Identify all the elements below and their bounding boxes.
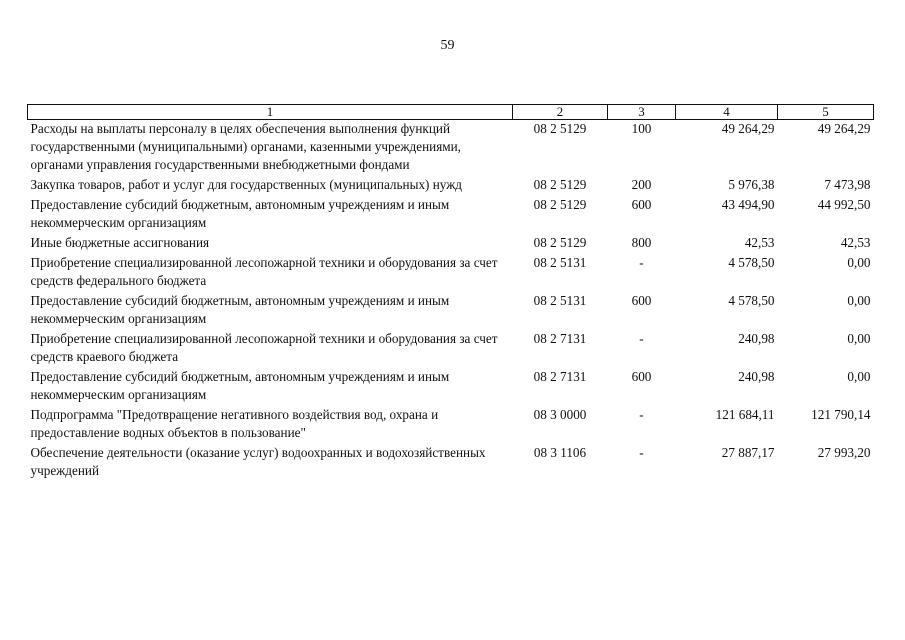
header-col-4: 4	[676, 105, 778, 120]
row-amount-col4: 121 684,11	[715, 407, 775, 422]
row-amount-col4: 4 578,50	[728, 293, 775, 308]
row-amount-col4: 5 976,38	[728, 177, 775, 192]
row-code: 08 2 7131	[533, 331, 587, 346]
table-row	[28, 254, 874, 292]
row-name: Обеспечение деятельности (оказание услуг) водоохранных и водохозяйственных учреждений	[30, 445, 486, 478]
row-code: 08 2 7131	[533, 369, 587, 384]
row-type: -	[639, 255, 644, 270]
row-amount-col4: 49 264,29	[721, 121, 775, 136]
header-col-2: 2	[513, 105, 608, 120]
header-col-5: 5	[778, 105, 874, 120]
row-name: Предоставление субсидий бюджетным, автономным учреждениям и иным некоммерческим организациям	[30, 197, 450, 230]
row-code: 08 3 0000	[533, 407, 587, 422]
row-type: -	[639, 331, 644, 346]
row-code: 08 2 5129	[533, 177, 587, 192]
row-name: Подпрограмма "Предотвращение негативного воздействия вод, охрана и предоставление водных объектов в пользование"	[30, 407, 439, 440]
table-row	[28, 234, 874, 254]
row-amount-col5: 0,00	[847, 369, 871, 384]
row-name: Иные бюджетные ассигнования	[30, 235, 210, 250]
row-code: 08 2 5129	[533, 235, 587, 250]
table-row	[28, 330, 874, 368]
row-amount-col5: 0,00	[847, 331, 871, 346]
row-type: 600	[631, 369, 652, 384]
row-name: Приобретение специализированной лесопожарной техники и оборудования за счет средств федерального бюджета	[30, 255, 498, 288]
row-code: 08 2 5131	[533, 293, 587, 308]
row-type: 600	[631, 293, 652, 308]
row-type: 100	[631, 121, 652, 136]
table-row	[28, 292, 874, 330]
row-code: 08 3 1106	[533, 445, 587, 460]
row-code: 08 2 5129	[533, 197, 587, 212]
table-row	[28, 444, 874, 482]
row-amount-col5: 0,00	[847, 293, 871, 308]
row-name: Предоставление субсидий бюджетным, автономным учреждениям и иным некоммерческим организациям	[30, 369, 450, 402]
budget-table	[27, 104, 874, 482]
row-type: -	[639, 445, 644, 460]
row-name: Закупка товаров, работ и услуг для государственных (муниципальных) нужд	[30, 177, 463, 192]
row-amount-col5: 121 790,14	[811, 407, 871, 422]
row-amount-col4: 43 494,90	[721, 197, 775, 212]
row-code: 08 2 5129	[533, 121, 587, 136]
row-name: Приобретение специализированной лесопожарной техники и оборудования за счет средств краевого бюджета	[30, 331, 498, 364]
row-amount-col4: 4 578,50	[728, 255, 775, 270]
table-row	[28, 196, 874, 234]
row-amount-col5: 49 264,29	[817, 121, 871, 136]
row-type: -	[639, 407, 644, 422]
row-amount-col4: 27 887,17	[721, 445, 775, 460]
row-amount-col4: 240,98	[738, 331, 775, 346]
header-row	[28, 105, 874, 120]
row-code: 08 2 5131	[533, 255, 587, 270]
row-amount-col5: 7 473,98	[824, 177, 871, 192]
row-type: 800	[631, 235, 652, 250]
header-col-3: 3	[608, 105, 676, 120]
table-row	[28, 120, 874, 177]
table-body	[28, 120, 874, 483]
row-name: Предоставление субсидий бюджетным, автономным учреждениям и иным некоммерческим организациям	[30, 293, 450, 326]
row-type: 200	[631, 177, 652, 192]
row-amount-col4: 240,98	[738, 369, 775, 384]
table-row	[28, 176, 874, 196]
table-row	[28, 368, 874, 406]
table-row	[28, 406, 874, 444]
row-name: Расходы на выплаты персоналу в целях обеспечения выполнения функций государственными (муниципальными) органами, казенными учреждениями, органами управления государственными внебюджетными фондами	[30, 121, 461, 172]
row-amount-col5: 0,00	[847, 255, 871, 270]
row-amount-col4: 42,53	[744, 235, 775, 250]
page-number: 59	[440, 38, 455, 53]
row-amount-col5: 42,53	[840, 235, 871, 250]
row-amount-col5: 27 993,20	[817, 445, 871, 460]
header-col-1: 1	[28, 105, 513, 120]
row-amount-col5: 44 992,50	[817, 197, 871, 212]
table-header	[28, 105, 874, 120]
row-type: 600	[631, 197, 652, 212]
